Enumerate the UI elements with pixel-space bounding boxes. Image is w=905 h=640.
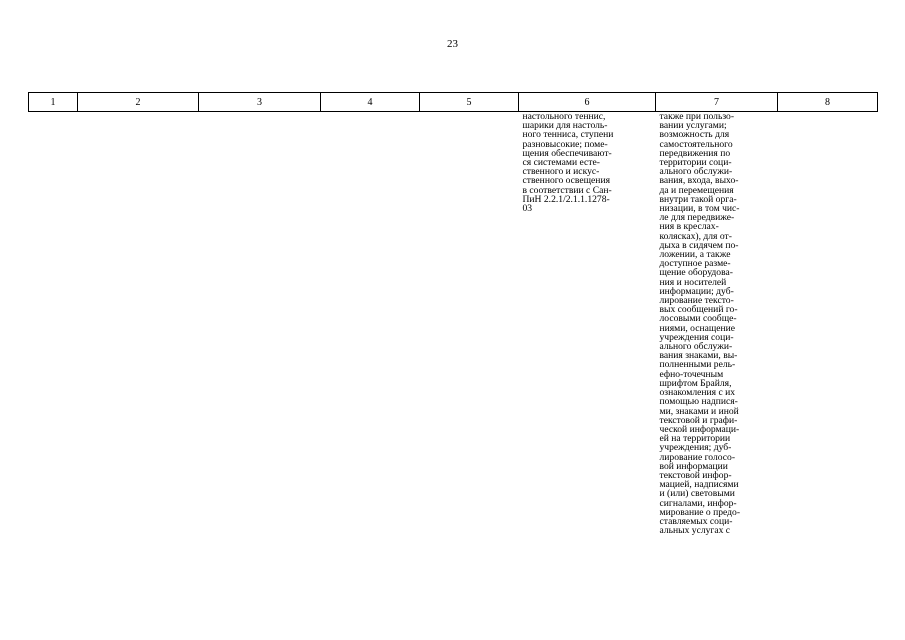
- text-line: лирование тексто-: [659, 295, 734, 307]
- text-line: ственного и искус-: [522, 166, 600, 178]
- column-header-3: 3: [199, 93, 321, 112]
- table-row: [29, 112, 878, 536]
- text-line: колясках), для от-: [659, 230, 732, 242]
- text-line: лосовыми сообще-: [659, 313, 737, 325]
- text-line: возможность для: [659, 129, 730, 141]
- column-header-4: 4: [321, 93, 420, 112]
- column-header-8: 8: [778, 93, 878, 112]
- cell-col-7: [656, 112, 778, 536]
- cell-col-2: [78, 112, 199, 536]
- column-header-5: 5: [420, 93, 519, 112]
- column-header-6: 6: [519, 93, 656, 112]
- text-line: вых сообщений го-: [659, 304, 738, 316]
- accessibility-text: [656, 112, 778, 535]
- text-line: вания, входа, выхо-: [659, 175, 739, 187]
- text-line: ниями, оснащение: [659, 322, 736, 334]
- cell-col-8: [778, 112, 878, 536]
- page-number: 23: [447, 38, 458, 50]
- equipment-text: [519, 112, 656, 213]
- column-number-row: [29, 93, 878, 112]
- cell-col-1: [29, 112, 78, 536]
- text-line: низации, в том чис-: [659, 203, 740, 215]
- text-line: да и перемещения: [659, 184, 734, 196]
- column-header-1: 1: [29, 93, 78, 112]
- text-line: ния и носителей: [659, 276, 727, 288]
- text-line: самостоятельного: [659, 138, 733, 150]
- text-line: внутри такой орга-: [659, 193, 737, 205]
- cell-col-5: [420, 112, 519, 536]
- text-line: ся системами есте-: [522, 157, 600, 169]
- text-line: ознакомления с их: [659, 387, 736, 399]
- text-line: разновысокие; поме-: [522, 138, 608, 150]
- cell-col-3: [199, 112, 321, 536]
- text-line: и (или) световыми: [659, 488, 735, 500]
- text-line: ственного освещения: [522, 175, 610, 187]
- text-line: ния в креслах-: [659, 221, 719, 233]
- text-line: вании услугами;: [659, 120, 727, 132]
- text-line: мацией, надписями: [659, 479, 739, 491]
- text-line: текстовой инфор-: [659, 469, 732, 481]
- text-line: учреждения соци-: [659, 331, 734, 343]
- text-line: ефно-точечным: [659, 368, 724, 380]
- text-line: щения обеспечивают-: [522, 147, 612, 159]
- text-line: шарики для настоль-: [522, 120, 608, 132]
- text-line: ного тенниса, ступени: [522, 129, 614, 141]
- cell-col-6: [519, 112, 656, 536]
- text-line: сигналами, инфор-: [659, 497, 737, 509]
- text-line: учреждения; дуб-: [659, 442, 732, 454]
- text-line: информации; дуб-: [659, 285, 734, 297]
- text-line: настольного теннис,: [522, 111, 606, 122]
- text-line: дыха в сидячем по-: [659, 239, 739, 251]
- text-line: также при пользо-: [659, 111, 735, 122]
- column-header-2: 2: [78, 93, 199, 112]
- text-line: доступное разме-: [659, 258, 731, 270]
- cell-col-4: [321, 112, 420, 536]
- text-line: передвижения по: [659, 147, 731, 159]
- text-line: 03: [522, 203, 533, 215]
- text-line: полненными рель-: [659, 359, 736, 371]
- text-line: альных услугах с: [659, 525, 731, 537]
- text-line: шрифтом Брайля,: [659, 377, 732, 389]
- text-line: ми, знаками и иной: [659, 405, 739, 417]
- column-header-7: 7: [656, 93, 778, 112]
- text-line: ей на территории: [659, 433, 731, 445]
- text-line: ставляемых соци-: [659, 515, 733, 527]
- text-line: ле для передвиже-: [659, 212, 735, 224]
- services-table: [28, 92, 878, 535]
- text-line: в соответствии с Сан-: [522, 184, 612, 196]
- text-line: ального обслужи-: [659, 166, 733, 178]
- text-line: ложении, а также: [659, 249, 731, 261]
- text-line: мирование о предо-: [659, 506, 741, 518]
- text-line: территории соци-: [659, 157, 732, 169]
- text-line: ческой информаци-: [659, 423, 740, 435]
- text-line: щение оборудова-: [659, 267, 733, 279]
- text-line: вой информации: [659, 460, 728, 472]
- text-line: текстовой и графи-: [659, 414, 738, 426]
- text-line: ального обслужи-: [659, 341, 733, 353]
- text-line: ПиН 2.2.1/2.1.1.1278-: [522, 193, 610, 205]
- text-line: помощью надпися-: [659, 396, 738, 408]
- text-line: лирование голосо-: [659, 451, 736, 463]
- text-line: вания знаками, вы-: [659, 350, 738, 362]
